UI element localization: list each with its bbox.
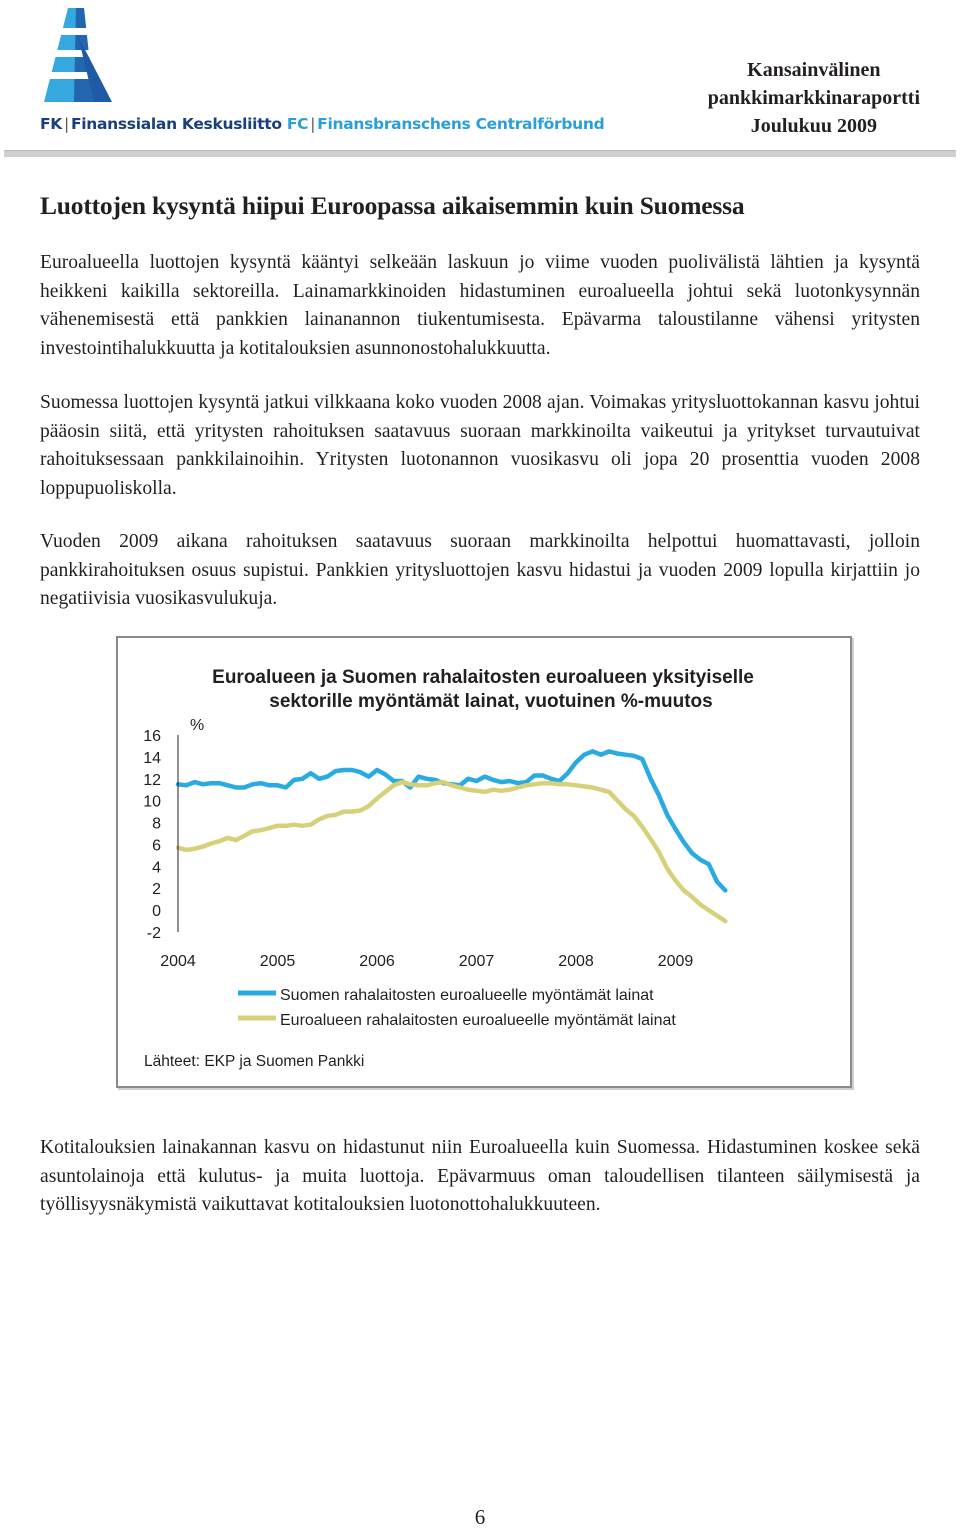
chart-source: Lähteet: EKP ja Suomen Pankki	[144, 1053, 365, 1070]
y-tick-label: 0	[152, 903, 161, 921]
x-tick-label: 2006	[359, 953, 395, 970]
chart-title-line2: sektorille myöntämät lainat, vuotuinen %-muutos	[269, 691, 713, 712]
report-title-line1: Kansainvälinen	[747, 59, 881, 81]
legend	[238, 987, 676, 1029]
x-tick-label: 2009	[657, 953, 694, 970]
y-tick-label: 14	[143, 749, 161, 767]
report-title	[708, 56, 920, 140]
org-abbr-sv: FC	[286, 115, 309, 133]
org-name-fi: Finanssialan Keskusliitto	[70, 115, 282, 133]
x-tick-label: 2008	[558, 953, 594, 970]
legend-label-euro-area: Euroalueen rahalaitosten euroalueelle myöntämät lainat	[280, 1012, 676, 1029]
x-tick-label: 2005	[259, 953, 296, 970]
paragraph-1: Euroalueella luottojen kysyntä kääntyi selkeään laskuun jo viime vuoden puolivälistä lähtien ja kysyntä heikkeni kaikilla sektoreilla. Lainamarkkinoiden hidastuminen euroalueella johtui sekä luotonkysynnän vähenemisestä että pankkien lainanannon tiukentumisesta. Epävarma taloustilanne vähensi yritysten investointihalukkuutta ja kotitalouksien asunnonostohalukkuutta.	[40, 252, 920, 359]
x-tick-label: 2007	[458, 953, 495, 970]
article-heading: Luottojen kysyntä hiipui Euroopassa aikaisemmin kuin Suomessa	[40, 191, 745, 220]
y-tick-label: 12	[143, 771, 161, 789]
x-axis-ticks	[160, 953, 693, 970]
paragraph-4: Kotitalouksien lainakannan kasvu on hidastunut niin Euroalueella kuin Suomessa. Hidastuminen koskee sekä asuntolainoja että kulutus- ja muita luottoja. Epävarmuus oman taloudellisen tilanteen säilymisestä ja työllisyysnäkymistä vaikuttavat kotitalouksien luotonottohalukkuuteen.	[40, 1137, 920, 1216]
org-abbr-fi: FK	[40, 115, 62, 133]
series-line-euro-area	[178, 782, 725, 921]
paragraph-3: Vuoden 2009 aikana rahoituksen saatavuus suoraan markkinoilta helpottui huomattavasti, jolloin pankkirahoituksen osuus supistui. Pankkien yritysluottojen kasvu hidastui ja vuoden 2009 lopulla kirjattiin jo negatiivisia vuosikasvulukuja.	[40, 531, 920, 610]
y-axis-unit: %	[190, 717, 205, 734]
y-tick-label: -2	[146, 925, 161, 942]
y-axis-ticks	[143, 728, 161, 942]
report-title-line2: pankkimarkkinaraportti	[707, 87, 920, 109]
organization-logo	[38, 6, 128, 106]
series-line-finland	[178, 751, 725, 890]
line-chart	[118, 638, 850, 1086]
x-tick-label: 2004	[160, 953, 196, 970]
chart-title-line1: Euroalueen ja Suomen rahalaitosten euroalueen yksityiselle	[212, 667, 754, 688]
y-tick-label: 8	[152, 815, 161, 833]
y-tick-label: 16	[143, 728, 161, 745]
y-tick-label: 4	[152, 859, 161, 877]
y-tick-label: 10	[143, 793, 161, 811]
org-name-sv: Finansbranschens Centralförbund	[317, 115, 605, 133]
chart-frame	[116, 636, 852, 1088]
report-date: Joulukuu 2009	[750, 115, 877, 137]
organization-name: FK | Finanssialan Keskusliitto FC | Finansbranschens Centralförbund	[40, 115, 605, 133]
paragraph-2: Suomessa luottojen kysyntä jatkui vilkkaana koko vuoden 2008 ajan. Voimakas yritysluottokannan kasvu johtui pääosin siitä, että yritysten rahoituksen saatavuus suoraan markkinoilta vaikeutui ja yritykset turvautuivat rahoituksessaan pankkilainoihin. Yritysten luotonannon vuosikasvu oli jopa 20 prosenttia vuoden 2008 loppupuoliskolla.	[40, 392, 920, 499]
page-number: 6	[474, 1505, 486, 1529]
legend-label-finland: Suomen rahalaitosten euroalueelle myöntämät lainat	[280, 987, 654, 1004]
y-tick-label: 6	[152, 837, 161, 855]
header-divider	[4, 150, 956, 157]
series-lines	[178, 751, 725, 921]
y-tick-label: 2	[152, 881, 161, 899]
